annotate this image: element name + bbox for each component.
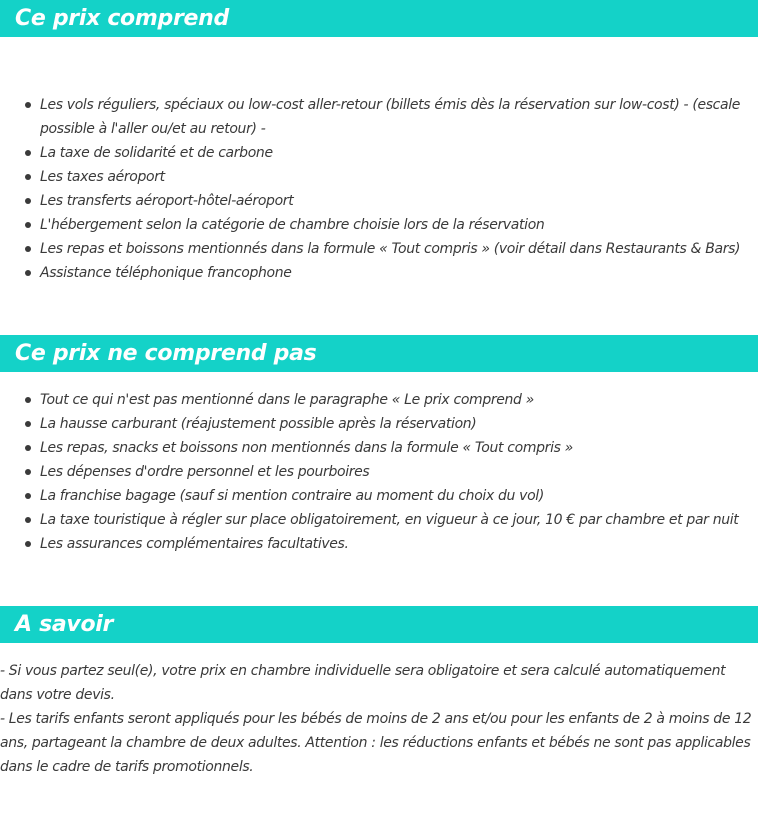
list-item-text: Les taxes aéroport bbox=[40, 169, 165, 185]
excludes-list bbox=[0, 388, 758, 556]
bullet-icon bbox=[25, 102, 31, 108]
list-item-text: Les vols réguliers, spéciaux ou low-cost aller-retour (billets émis dès la réservation sur low-cost) - (escale possible à l'aller ou/et au retour) - bbox=[40, 97, 741, 137]
list-item-text: La franchise bagage (sauf si mention contraire au moment du choix du vol) bbox=[40, 488, 544, 504]
bullet-icon bbox=[25, 198, 31, 204]
list-item bbox=[0, 436, 758, 460]
bullet-icon bbox=[25, 174, 31, 180]
bullet-icon bbox=[25, 397, 31, 403]
bullet-icon bbox=[25, 270, 31, 276]
list-item bbox=[0, 237, 758, 261]
bullet-icon bbox=[25, 246, 31, 252]
section-header-excludes: Ce prix ne comprend pas bbox=[0, 335, 758, 372]
list-item-text: Tout ce qui n'est pas mentionné dans le paragraphe « Le prix comprend » bbox=[40, 392, 534, 408]
list-item bbox=[0, 484, 758, 508]
list-item-text: Les repas et boissons mentionnés dans la formule « Tout compris » (voir détail dans Restaurants & Bars) bbox=[40, 241, 741, 257]
bullet-icon bbox=[25, 421, 31, 427]
includes-list bbox=[0, 93, 758, 285]
bullet-icon bbox=[25, 469, 31, 475]
bullet-icon bbox=[25, 541, 31, 547]
list-item bbox=[0, 261, 758, 285]
section-header-savoir: A savoir bbox=[0, 606, 758, 643]
list-item bbox=[0, 412, 758, 436]
bullet-icon bbox=[25, 222, 31, 228]
list-item-text: Les assurances complémentaires facultatives. bbox=[40, 536, 349, 552]
list-item-text: Les dépenses d'ordre personnel et les pourboires bbox=[40, 464, 370, 480]
list-item bbox=[0, 532, 758, 556]
bullet-icon bbox=[25, 445, 31, 451]
list-item bbox=[0, 213, 758, 237]
list-item bbox=[0, 165, 758, 189]
savoir-paragraph: - Si vous partez seul(e), votre prix en chambre individuelle sera obligatoire et sera calculé automatiquement dans votre devis. bbox=[0, 663, 726, 703]
list-item bbox=[0, 93, 758, 141]
list-item bbox=[0, 189, 758, 213]
list-item bbox=[0, 508, 758, 532]
bullet-icon bbox=[25, 517, 31, 523]
list-item bbox=[0, 460, 758, 484]
list-item-text: La taxe touristique à régler sur place obligatoirement, en vigueur à ce jour, 10 € par chambre et par nuit bbox=[40, 512, 739, 528]
savoir-paragraph: - Les tarifs enfants seront appliqués pour les bébés de moins de 2 ans et/ou pour les enfants de 2 à moins de 12 ans, partageant la chambre de deux adultes. Attention : les réductions enfants et bébés ne sont pas applicables dans le cadre de tarifs promotionnels. bbox=[0, 711, 752, 775]
list-item-text: L'hébergement selon la catégorie de chambre choisie lors de la réservation bbox=[40, 217, 545, 233]
list-item-text: Les transferts aéroport-hôtel-aéroport bbox=[40, 193, 294, 209]
bullet-icon bbox=[25, 493, 31, 499]
savoir-content bbox=[0, 659, 756, 779]
section-header-includes: Ce prix comprend bbox=[0, 0, 758, 37]
list-item bbox=[0, 388, 758, 412]
list-item-text: Assistance téléphonique francophone bbox=[40, 265, 292, 281]
list-item-text: Les repas, snacks et boissons non mentionnés dans la formule « Tout compris » bbox=[40, 440, 573, 456]
bullet-icon bbox=[25, 150, 31, 156]
list-item-text: La taxe de solidarité et de carbone bbox=[40, 145, 273, 161]
list-item bbox=[0, 141, 758, 165]
list-item-text: La hausse carburant (réajustement possible après la réservation) bbox=[40, 416, 477, 432]
